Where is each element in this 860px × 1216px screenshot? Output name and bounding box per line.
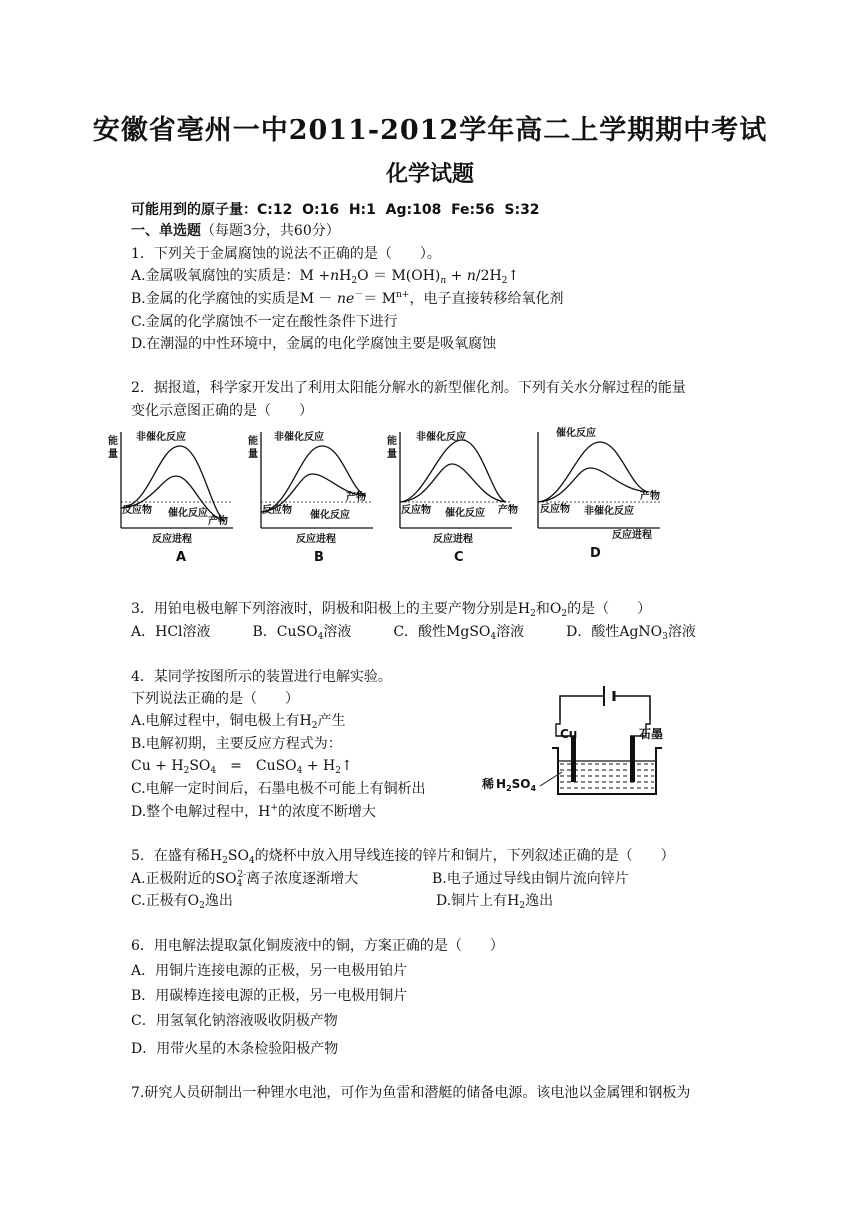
q2-graph-b — [248, 430, 373, 564]
graph-c-ylabel1: 能 — [387, 436, 397, 447]
q7-stem: 7.研究人员研制出一种锂水电池，可作为鱼雷和潜艇的储备电源。该电池以金属锂和钢板为 — [131, 1085, 691, 1101]
graph-b-ylabel2: 量 — [248, 449, 258, 460]
q5-d-end: 逸出 — [525, 893, 554, 909]
graph-c-reactant: 反应物 — [401, 505, 431, 516]
q4-d-pre: D.整个电解过程中，H — [131, 804, 271, 820]
graph-c-ylabel2: 量 — [387, 449, 397, 460]
graph-c-letter: C — [454, 550, 464, 564]
graph-d-product: 产物 — [640, 491, 660, 502]
q2-energy-graphs — [100, 424, 670, 564]
graph-a-bottom-label: 催化反应 — [168, 508, 208, 519]
q2-stem-line1: 2．据报道，科学家开发出了利用太阳能分解水的新型催化剂。下列有关水分解过程的能量 — [131, 380, 686, 396]
graph-c-uncatalyzed-curve — [400, 440, 506, 502]
q1-b-ne: ne — [336, 291, 355, 307]
q4-equation: $Cu + H_2SO_4$ = CuSO$_4$ + $H_2↑$ — [131, 758, 353, 776]
q5-option-c: C.正极有$O_2$逸出 — [131, 893, 233, 911]
graph-c-top-label: 非催化反应 — [416, 432, 466, 443]
graph-b-bottom-label: 催化反应 — [310, 510, 350, 521]
q6-stem: 6．用电解法提取氯化铜废液中的铜，方案正确的是（ ） — [131, 938, 504, 954]
graph-c-product: 产物 — [498, 505, 518, 516]
graph-c-bottom-label: 催化反应 — [445, 508, 485, 519]
graph-a-ylabel1: 能 — [108, 436, 118, 447]
q5-c-end: 逸出 — [204, 893, 233, 909]
q4-eq-pre: Cu + H — [131, 758, 184, 774]
graph-a-ylabel2: 量 — [108, 449, 118, 460]
q4-electrolysis-apparatus — [478, 676, 688, 806]
q4-acid-label: 稀 $H_2SO_4$ — [482, 777, 537, 793]
q6-option-a: A．用铜片连接电源的正极，另一电极用铂片 — [131, 963, 408, 979]
q4-eq-arrow: ↑ — [340, 758, 353, 774]
q6-option-c: C．用氢氧化钠溶液吸收阴极产物 — [131, 1013, 338, 1029]
graph-a-reactant: 反应物 — [122, 505, 152, 516]
q1-b-pre: B.金属的化学腐蚀的实质是M － — [131, 291, 337, 307]
graph-c-xlabel: 反应进程 — [433, 534, 473, 545]
q1-a-arrow: ↑ — [507, 268, 520, 284]
q2-stem-line2: 变化示意图正确的是（ ） — [131, 403, 313, 419]
q3-options: A．HCl溶液 B．CuSO$_4$溶液 C．酸性MgSO$_4$溶液 D．酸性AgNO$_3$溶液 — [131, 624, 696, 642]
q1-b-end: ，电子直接转移给氧化剂 — [409, 291, 564, 307]
graph-d-letter: D — [590, 546, 601, 561]
q4-option-d: D.整个电解过程中，H+的浓度不断增大 — [131, 803, 376, 820]
q3-stem-pre: 3．用铂电极电解下列溶液时，阴极和阳极上的主要产物分别是H — [131, 601, 531, 617]
q1-b-sup2: n+ — [396, 290, 410, 300]
q1-a-plus: + — [446, 268, 467, 284]
q1-a-frac: n — [466, 268, 476, 284]
section1-heading — [131, 221, 340, 241]
q1-option-b — [131, 289, 563, 309]
graph-d-catalyzed-curve — [538, 442, 648, 502]
graph-a-product: 产物 — [208, 516, 228, 527]
q4-graphite-label: 石墨 — [639, 727, 664, 741]
q1-a-h: H — [339, 268, 352, 284]
q4-option-b: B.电解初期，主要反应方程式为： — [131, 736, 342, 752]
q5-a-pre: A.正极附近的SO — [131, 871, 237, 887]
q1-a-n: n — [330, 268, 340, 284]
q2-graph-a — [108, 430, 233, 564]
graph-b-top-label: 非催化反应 — [274, 432, 324, 443]
q1-b-sup: － — [354, 290, 364, 300]
q1-a-eq: O ＝ M(OH) — [357, 268, 441, 284]
q4-graphite-electrode — [630, 736, 635, 782]
graph-c-catalyzed-curve — [400, 464, 506, 502]
q4-a-end: 产生 — [317, 713, 346, 729]
q5-stem-end: 的烧杯中放入用导线连接的锌片和铜片，下列叙述正确的是（ ） — [254, 848, 675, 864]
graph-b-letter: B — [314, 550, 324, 564]
q1-a-pre: A.金属吸氧腐蚀的实质是：M + — [131, 268, 331, 284]
q4-stem1: 4．某同学按图所示的装置进行电解实验。 — [131, 669, 392, 685]
q5-c-pre: C.正极有O — [131, 893, 200, 909]
q2-graph-d — [538, 426, 660, 561]
q4-stem2: 下列说法正确的是（ ） — [131, 691, 299, 707]
q3-stem: 3．用铂电极电解下列溶液时，阴极和阳极上的主要产物分别是$H_2$和$O_2$的是（ ） — [131, 601, 652, 619]
q4-eq-eq: = CuSO — [216, 758, 297, 774]
q4-option-a: A.电解过程中，铜电极上有$H_2$产生 — [131, 713, 346, 731]
graph-b-reactant: 反应物 — [262, 505, 292, 516]
q2-graph-c — [387, 430, 518, 564]
q6-option-d: D．用带火星的木条检验阳极产物 — [131, 1041, 339, 1057]
graph-a-top-label: 非催化反应 — [136, 432, 186, 443]
atomic-mass-values: C:12 O:16 H:1 Ag:108 Fe:56 S:32 — [257, 202, 540, 218]
graph-d-xlabel: 反应进程 — [612, 530, 652, 541]
q4-eq-plus: + H — [302, 758, 336, 774]
q5-d-pre: D.铜片上有H — [436, 893, 520, 909]
q6-option-b: B．用碳棒连接电源的正极，另一电极用铜片 — [131, 988, 408, 1004]
graph-d-bottom-label: 非催化反应 — [584, 506, 634, 517]
q4-cu-label: Cu — [560, 727, 578, 741]
q4-wire-right — [614, 696, 650, 720]
graph-d-top-label: 催化反应 — [556, 428, 596, 439]
q5-option-d: D.铜片上有$H_2$逸出 — [436, 893, 554, 911]
graph-b-product: 产物 — [346, 492, 366, 503]
q3-opt-bc: 溶液 C．酸性MgSO — [323, 624, 491, 640]
q3-stem-end: 的是（ ） — [567, 601, 652, 617]
q4-eq-so4: SO — [189, 758, 211, 774]
graph-b-ylabel1: 能 — [248, 436, 258, 447]
page-subtitle: 化学试题 — [385, 161, 474, 187]
q1-a-end: /2H — [475, 268, 502, 284]
page-title: 安徽省亳州一中2011-2012学年高二上学期期中考试 — [92, 115, 768, 146]
graph-b-xlabel: 反应进程 — [296, 534, 336, 545]
q4-option-c: C.电解一定时间后，石墨电极不可能上有铜析出 — [131, 781, 426, 797]
q1-b-eq: ＝ M — [363, 291, 397, 307]
section1-note: （每题3分，共60分） — [201, 223, 340, 239]
q3-opt-d-end: 溶液 — [667, 624, 696, 640]
q5-option-a: A.正极附近的$SO_4^{2-}$离子浓度逐渐增大 — [131, 870, 359, 889]
q5-option-b: B.电子通过导线由铜片流向锌片 — [432, 871, 629, 887]
atomic-mass-label: 可能用到的原子量： — [131, 202, 257, 218]
q4-beaker — [552, 748, 662, 794]
q1-option-a: A.金属吸氧腐蚀的实质是：$M +nH_2O = M(OH)_n$ + $n/2H_2↑$ — [131, 268, 520, 286]
q4-cu-electrode — [571, 736, 576, 782]
q4-d-end: 的浓度不断增大 — [277, 804, 376, 820]
q4-a-pre: A.电解过程中，铜电极上有H — [131, 713, 312, 729]
q3-opt-cd: 溶液 D．酸性AgNO — [496, 624, 663, 640]
q1-option-d: D.在潮湿的中性环境中，金属的电化学腐蚀主要是吸氧腐蚀 — [131, 336, 497, 352]
q5-stem-pre: 5．在盛有稀H — [131, 848, 223, 864]
graph-a-xlabel: 反应进程 — [152, 534, 192, 545]
q1-option-c: C.金属的化学腐蚀不一定在酸性条件下进行 — [131, 314, 398, 330]
q3-opt-ab: A．HCl溶液 B．CuSO — [131, 624, 318, 640]
section1-title: 一、单选题 — [131, 223, 201, 239]
q5-stem-so4: SO — [227, 848, 249, 864]
q5-a-end: 离子浓度逐渐增大 — [246, 871, 359, 887]
q4-wire-left — [560, 696, 604, 720]
q5-stem: 5．在盛有稀$H_2SO_4$的烧杯中放入用导线连接的锌片和铜片，下列叙述正确的是（ ） — [131, 848, 675, 866]
graph-a-letter: A — [176, 550, 187, 564]
atomic-mass-line — [131, 200, 540, 220]
q1-stem: 1．下列关于金属腐蚀的说法不正确的是（ ）。 — [131, 246, 441, 262]
graph-d-uncatalyzed-curve — [538, 468, 648, 502]
q3-stem-mid: 和O — [535, 601, 562, 617]
graph-d-reactant: 反应物 — [540, 504, 570, 515]
